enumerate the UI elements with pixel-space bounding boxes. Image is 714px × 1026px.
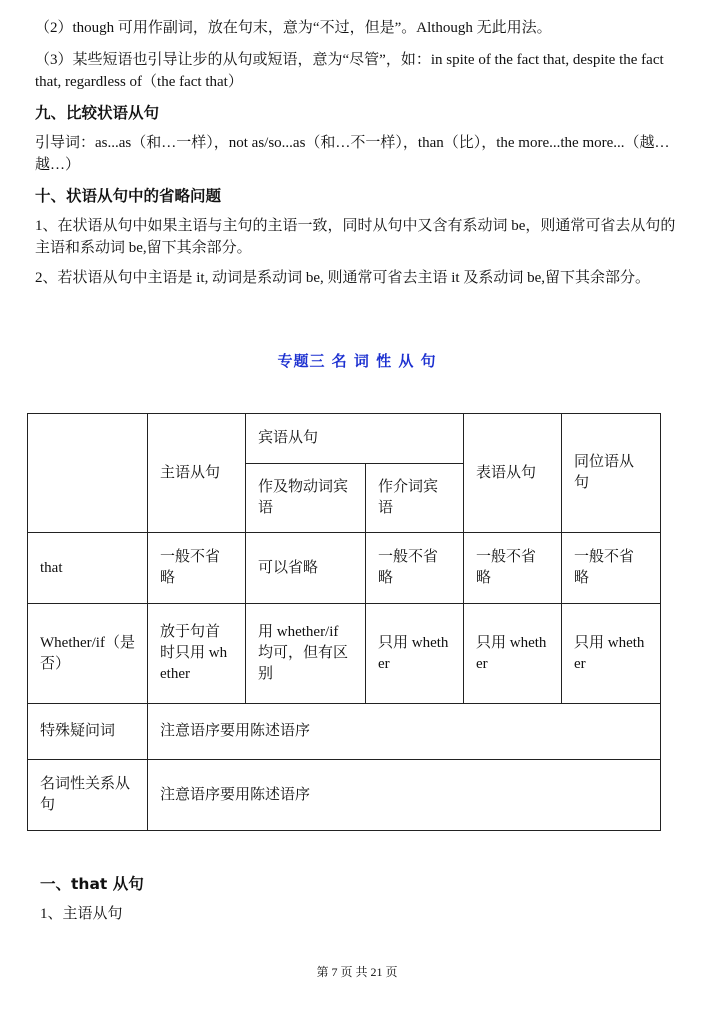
cell: 只用 whether bbox=[464, 604, 562, 704]
table-row bbox=[28, 760, 661, 831]
header-object-of-preposition: 作介词宾语 bbox=[366, 464, 464, 533]
table-row bbox=[28, 533, 661, 604]
row-label-that: that bbox=[28, 533, 148, 604]
cell: 用 whether/if 均可，但有区别 bbox=[246, 604, 366, 704]
cell: 一般不省略 bbox=[366, 533, 464, 604]
cell: 一般不省略 bbox=[562, 533, 661, 604]
paragraph-introducers: 引导词：as...as（和…一样），not as/so...as（和…不一样），than（比），the more...the more...（越…越…） bbox=[35, 135, 670, 173]
cell: 注意语序要用陈述语序 bbox=[148, 704, 661, 760]
subheading-subject-clause: 1、主语从句 bbox=[40, 906, 123, 922]
header-object-of-verb: 作及物动词宾语 bbox=[246, 464, 366, 533]
table-corner-cell bbox=[28, 414, 148, 533]
cell: 一般不省略 bbox=[464, 533, 562, 604]
heading-that-clause: 一、that 从句 bbox=[40, 875, 144, 893]
page-footer: 第 7 页 共 21 页 bbox=[316, 965, 398, 979]
header-appositive-clause: 同位语从句 bbox=[562, 414, 661, 533]
header-subject-clause: 主语从句 bbox=[148, 414, 246, 533]
paragraph-though: （2）though 可用作副词，放在句末，意为“不过，但是”。Although 无此用法。 bbox=[35, 20, 552, 36]
section-title: 专题三 名 词 性 从 句 bbox=[277, 352, 437, 370]
header-object-clause: 宾语从句 bbox=[246, 414, 464, 464]
nominal-clause-table bbox=[27, 413, 661, 831]
table-row bbox=[28, 704, 661, 760]
row-label-relative-clause: 名词性关系从句 bbox=[28, 760, 148, 831]
cell: 放于句首时只用 whether bbox=[148, 604, 246, 704]
row-label-whether: Whether/if（是否） bbox=[28, 604, 148, 704]
paragraph-phrases: （3）某些短语也引导让步的从句或短语，意为“尽管”，如：in spite of the fact that, despite the fact that, regardless of（the fact that） bbox=[35, 52, 664, 90]
heading-ellipsis: 十、状语从句中的省略问题 bbox=[35, 187, 222, 205]
cell: 只用 whether bbox=[562, 604, 661, 704]
header-predicative-clause: 表语从句 bbox=[464, 414, 562, 533]
cell: 注意语序要用陈述语序 bbox=[148, 760, 661, 831]
row-label-wh-words: 特殊疑问词 bbox=[28, 704, 148, 760]
paragraph-ellipsis-rule-2: 2、若状语从句中主语是 it, 动词是系动词 be, 则通常可省去主语 it 及系动词 be,留下其余部分。 bbox=[35, 270, 650, 286]
paragraph-ellipsis-rule-1: 1、在状语从句中如果主语与主句的主语一致，同时从句中又含有系动词 be，则通常可省去从句的主语和系动词 be,留下其余部分。 bbox=[35, 218, 676, 256]
table-row bbox=[28, 604, 661, 704]
cell: 只用 whether bbox=[366, 604, 464, 704]
cell: 一般不省略 bbox=[148, 533, 246, 604]
cell: 可以省略 bbox=[246, 533, 366, 604]
heading-comparison-clause: 九、比较状语从句 bbox=[35, 104, 160, 122]
